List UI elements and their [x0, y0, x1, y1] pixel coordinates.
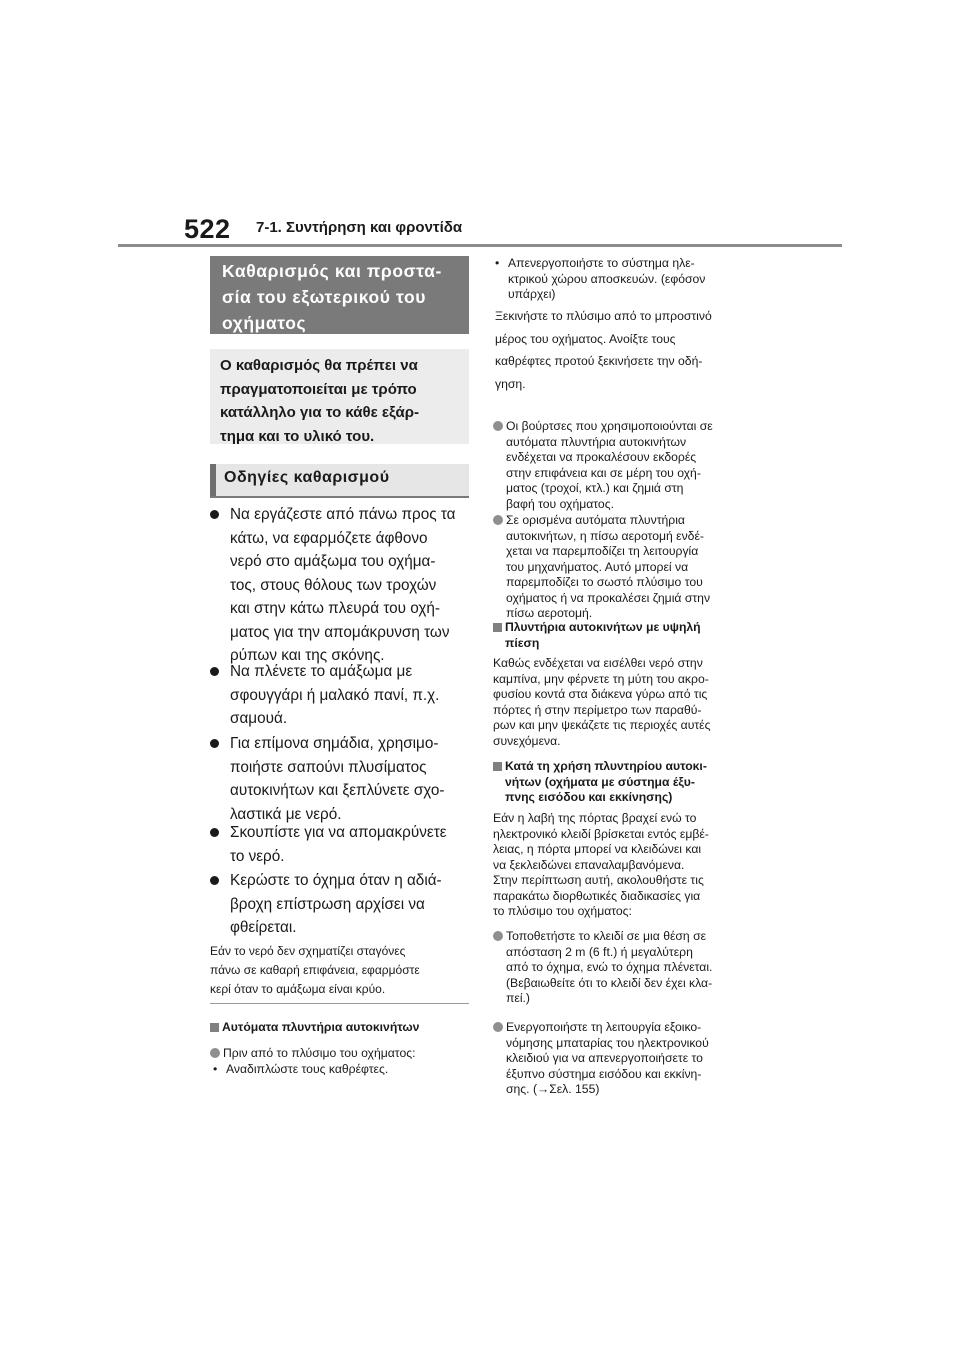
- bullet-line: κάτω, να εφαρμόζετε άφθονο: [230, 529, 428, 547]
- paragraph-line: καμπίνα, μην φέρνετε τη μύτη του ακρο-: [493, 671, 709, 686]
- tip-line: πεί.): [506, 991, 530, 1005]
- square-bullet-icon: [210, 1023, 219, 1032]
- cleaning-instructions-header: [210, 464, 469, 496]
- tip-text: Πριν από το πλύσιμο του οχήματος:: [223, 1046, 416, 1060]
- warning-line: παρεμποδίζει το σωστό πλύσιμο του: [506, 575, 703, 589]
- heading-line: Κατά τη χρήση πλυντηρίου αυτοκι-: [505, 759, 707, 773]
- paragraph-line: το πλύσιμο του οχήματος:: [493, 904, 632, 918]
- subitem-line: Απενεργοποιήστε το σύστημα ηλε-: [508, 256, 695, 270]
- heading-line: πίεση: [505, 635, 540, 650]
- subitem-line: υπάρχει): [508, 287, 556, 301]
- paragraph-line: Καθώς ενδέχεται να εισέλθει νερό στην: [493, 656, 703, 670]
- paragraph-line: μέρος του οχήματος. Ανοίξτε τους: [495, 331, 676, 346]
- paragraph-line: πόρτες ή στην περίμετρο των παραθύ-: [493, 702, 702, 717]
- subitem-line: κτρικού χώρου αποσκευών. (εφόσον: [508, 271, 706, 286]
- bullet-line: βροχη επίστρωση αρχίσει να: [230, 895, 425, 913]
- bullet-line: αυτοκινήτων και ξεπλύνετε σχο-: [230, 782, 445, 799]
- bullet-line: ματος για την απομάκρυνση των: [230, 623, 450, 641]
- warning-line: οχήματος ή να προκαλέσει ζημιά στην: [506, 590, 711, 605]
- paragraph-line: φυσίου κοντά στα διάκενα γύρω από τις: [493, 687, 708, 701]
- tip-line: (Βεβαιωθείτε ότι το κλειδί δεν έχει κλα-: [506, 975, 713, 990]
- intro-line: Ο καθαρισμός θα πρέπει να: [220, 357, 418, 374]
- tip-line: έξυπνο σύστημα εισόδου και εκκίνη-: [506, 1066, 702, 1081]
- warning-line: Οι βούρτσες που χρησιμοποιούνται σε: [506, 419, 713, 433]
- paragraph-line: καθρέφτες προτού ξεκινήσετε την οδή-: [495, 354, 703, 368]
- intro-line: πραγματοποιείται με τρόπο: [220, 380, 417, 398]
- tip-line: Ενεργοποιήστε τη λειτουργία εξοικο-: [506, 1020, 702, 1034]
- subheader-label: Οδηγίες καθαρισμού: [224, 469, 390, 486]
- bullet-line: σαμουά.: [230, 710, 288, 727]
- bullet-dot-icon: [210, 876, 219, 885]
- warning-line: ενδέχεται να προκαλέσουν εκδορές: [506, 450, 697, 464]
- chapter-title-line: σία του εξωτερικού του: [222, 287, 427, 307]
- bullet-line: ποιήστε σαπούνι πλυσίματος: [230, 758, 427, 776]
- paragraph-line: συνεχόμενα.: [493, 733, 561, 748]
- bullet-dot-icon: [210, 667, 219, 676]
- chapter-title-box: [210, 256, 469, 334]
- section-title: 7-1. Συντήρηση και φροντίδα: [256, 219, 463, 236]
- paragraph-line: Ξεκινήστε το πλύσιμο από το μπροστινό: [495, 309, 712, 323]
- paragraph-line: Στην περίπτωση αυτή, ακολουθήστε τις: [493, 873, 704, 887]
- circle-bullet-icon: [493, 1022, 503, 1032]
- heading-line: πνης εισόδου και εκκίνησης): [505, 790, 673, 804]
- circle-bullet-icon: [493, 515, 503, 525]
- square-bullet-icon: [493, 762, 502, 771]
- note-divider: [210, 1003, 469, 1004]
- bullet-dot-icon: [210, 510, 219, 519]
- small-bullet-icon: •: [213, 1062, 218, 1076]
- warning-line: πίσω αεροτομή.: [506, 606, 593, 620]
- smart-key-paragraph: [493, 811, 709, 920]
- heading-line: νήτων (οχήματα με σύστημα έξυ-: [505, 774, 695, 789]
- bullet-line: λαστικά με νερό.: [230, 805, 342, 823]
- bullet-line: τος, στους θόλους των τροχών: [230, 576, 437, 594]
- circle-bullet-icon: [210, 1048, 220, 1058]
- heading-text: Αυτόματα πλυντήρια αυτοκινήτων: [222, 1020, 420, 1034]
- bullet-line: φθείρεται.: [230, 919, 297, 936]
- chapter-title-line: Καθαρισμός και προστα-: [222, 261, 442, 281]
- warning-line: του μηχανήματος. Αυτό μπορεί να: [506, 559, 689, 574]
- tip-line: κλειδιού για να απενεργοποιήσετε το: [506, 1051, 703, 1065]
- note-line: Εάν το νερό δεν σχηματίζει σταγόνες: [210, 944, 406, 958]
- subitem-text: Αναδιπλώστε τους καθρέφτες.: [226, 1062, 389, 1076]
- bullet-dot-icon: [210, 828, 219, 837]
- paragraph-line: παρακάτω διορθωτικές διαδικασίες για: [493, 888, 701, 903]
- warning-line: αυτόματα πλυντήρια αυτοκινήτων: [506, 434, 687, 449]
- intro-box: [210, 349, 469, 444]
- circle-bullet-icon: [493, 931, 503, 941]
- tip-line: απόσταση 2 m (6 ft.) ή μεγαλύτερη: [506, 944, 693, 959]
- bullet-line: ρύπων και της σκόνης.: [230, 647, 385, 664]
- bullet-line: και στην κάτω πλευρά του οχή-: [230, 600, 441, 617]
- warning-line: χεται να παρεμποδίζει τη λειτουργία: [506, 544, 699, 558]
- intro-line: τημα και το υλικό του.: [220, 427, 375, 445]
- bullet-line: Σκουπίστε για να απομακρύνετε: [230, 824, 447, 841]
- header-divider: [118, 244, 842, 247]
- paragraph-line: ρων και μην ψεκάζετε τις περιοχές αυτές: [493, 718, 711, 732]
- subheader-underline: [210, 496, 469, 498]
- heading-line: Πλυντήρια αυτοκινήτων με υψηλή: [505, 620, 701, 634]
- paragraph-line: να ξεκλειδώνει επαναλαμβανόμενα.: [493, 857, 685, 872]
- paragraph-line: λειας, η πόρτα μπορεί να κλειδώνει και: [493, 842, 702, 856]
- paragraph-line: ηλεκτρονικό κλειδί βρίσκεται εντός εμβέ-: [493, 826, 709, 841]
- bullet-line: Να εργάζεστε από πάνω προς τα: [230, 506, 456, 523]
- paragraph-line: γηση.: [495, 376, 526, 391]
- bullet-dot-icon: [210, 739, 219, 748]
- bullet-line: Κερώστε το όχημα όταν η αδιά-: [230, 872, 442, 889]
- bullet-line: νερό στο αμάξωμα του οχήμα-: [230, 553, 436, 570]
- wax-note: [210, 942, 472, 999]
- warning-line: αυτοκινήτων, η πίσω αεροτομή ενδέ-: [506, 528, 704, 543]
- bullet-line: Για επίμονα σημάδια, χρησιμο-: [230, 735, 439, 752]
- note-line: πάνω σε καθαρή επιφάνεια, εφαρμόστε: [210, 963, 420, 977]
- tip-line: από το όχημα, ενώ το όχημα πλένεται.: [506, 960, 713, 974]
- warning-line: στην επιφάνεια και σε μέρη του οχή-: [506, 465, 701, 480]
- start-wash-paragraph: [495, 305, 712, 395]
- high-pressure-paragraph: [493, 656, 710, 749]
- bullet-line: Να πλένετε το αμάξωμα με: [230, 663, 413, 680]
- paragraph-line: Εάν η λαβή της πόρτας βραχεί ενώ το: [493, 811, 697, 825]
- circle-bullet-icon: [493, 421, 503, 431]
- square-bullet-icon: [493, 623, 502, 632]
- warning-line: ματος (τροχοί, κτλ.) και ζημιά στη: [506, 481, 684, 495]
- chapter-title-line: οχήματος: [222, 313, 307, 333]
- bullet-line: το νερό.: [230, 847, 285, 865]
- tip-line: Τοποθετήστε το κλειδί σε μια θέση σε: [506, 929, 707, 943]
- warning-line: Σε ορισμένα αυτόματα πλυντήρια: [506, 513, 685, 527]
- note-line: κερί όταν το αμάξωμα είναι κρύο.: [210, 982, 386, 996]
- warning-line: βαφή του οχήματος.: [506, 496, 614, 511]
- intro-line: κατάλληλο για το κάθε εξάρ-: [220, 404, 420, 421]
- tip-line: σης. (→Σελ. 155): [506, 1082, 600, 1096]
- tip-line: νόμησης μπαταρίας του ηλεκτρονικού: [506, 1035, 709, 1050]
- small-bullet-icon: •: [495, 256, 500, 270]
- bullet-line: σφουγγάρι ή μαλακό πανί, π.χ.: [230, 686, 440, 704]
- page-number: 522: [184, 214, 231, 244]
